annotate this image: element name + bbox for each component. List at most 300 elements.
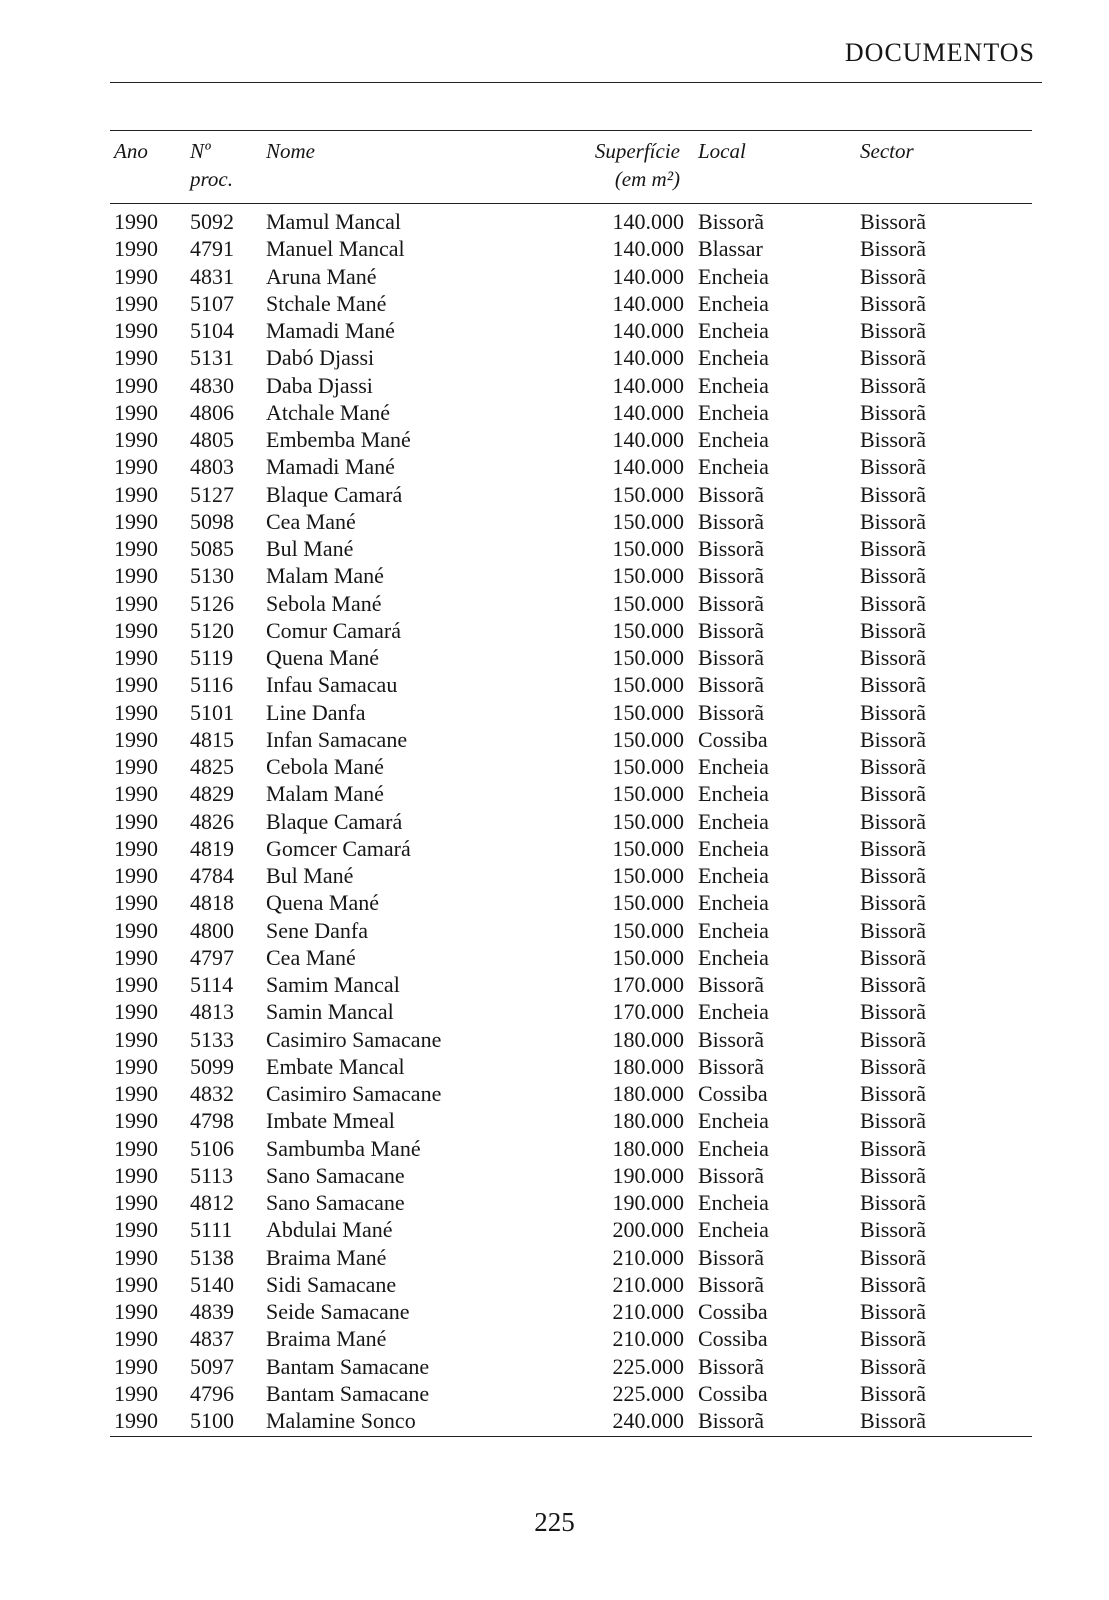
local-cell: Bissorã [698, 645, 764, 670]
local-cell: Encheia [698, 808, 769, 834]
table-row [110, 453, 1032, 480]
local-cell: Cossiba [698, 1326, 768, 1352]
nome-cell: Embate Mancal [266, 1053, 405, 1079]
nome-cell: Atchale Mané [266, 399, 390, 425]
proc-cell: 5140 [190, 1271, 234, 1297]
superficie-cell: 150.000 [612, 808, 684, 834]
nome-cell: Quena Mané [266, 645, 380, 670]
superficie-cell: 180.000 [612, 1108, 684, 1134]
superficie-cell: 190.000 [612, 1162, 684, 1188]
header-proc-line1: Nº [190, 139, 211, 163]
table-row [110, 1271, 1032, 1298]
proc-cell: 4826 [190, 808, 234, 834]
ano-cell: 1990 [114, 890, 158, 916]
nome-cell: Sene Danfa [266, 917, 369, 943]
ano-cell: 1990 [110, 1407, 190, 1437]
local-cell: Bissorã [698, 209, 764, 234]
proc-cell: 5111 [190, 1217, 233, 1243]
proc-cell: 4825 [190, 754, 234, 779]
local-cell: Bissorã [698, 672, 764, 698]
proc-cell: 5085 [190, 536, 234, 561]
sector-cell: Bissorã [860, 672, 926, 698]
table-row [110, 971, 1032, 998]
local-cell: Encheia [698, 917, 769, 943]
sector-cell: Bissorã [860, 1026, 926, 1052]
superficie-cell: 180.000 [612, 1053, 684, 1079]
superficie-cell: 180.000 [612, 1135, 684, 1161]
header-superficie-line1: Superfície [594, 139, 680, 163]
superficie-cell: 190.000 [612, 1190, 684, 1215]
ano-cell: 1990 [114, 726, 158, 752]
nome-cell: Malam Mané [266, 563, 384, 589]
sector-cell: Bissorã [860, 263, 926, 289]
sector-cell: Bissorã [860, 890, 926, 916]
nome-cell: Line Danfa [266, 699, 366, 725]
local-cell: Encheia [698, 1190, 769, 1215]
page-number: 225 [534, 1507, 575, 1537]
sector-cell: Bissorã [860, 399, 926, 425]
nome-cell: Seide Samacane [266, 1299, 410, 1324]
ano-cell: 1990 [114, 345, 158, 371]
proc-cell: 4806 [190, 399, 234, 425]
nome-cell: Samin Mancal [266, 999, 394, 1025]
superficie-cell: 225.000 [612, 1353, 684, 1379]
ano-cell: 1990 [114, 617, 158, 643]
table-row [110, 1353, 1032, 1380]
sector-cell: Bissorã [860, 1299, 926, 1324]
superficie-cell: 140.000 [612, 263, 684, 289]
proc-cell: 5130 [190, 563, 234, 589]
proc-cell: 5120 [190, 617, 234, 643]
superficie-cell: 150.000 [612, 645, 684, 670]
table-row [110, 317, 1032, 344]
proc-cell: 4818 [190, 890, 234, 916]
proc-cell: 4829 [190, 781, 234, 807]
nome-cell: Embemba Mané [266, 427, 411, 452]
sector-cell: Bissorã [860, 726, 926, 752]
superficie-cell: 210.000 [612, 1326, 684, 1352]
nome-cell: Malamine Sonco [266, 1407, 566, 1437]
table-row [110, 1380, 1032, 1407]
ano-cell: 1990 [114, 1271, 158, 1297]
proc-cell: 4819 [190, 835, 234, 861]
local-cell: Bissorã [698, 1271, 764, 1297]
table-row [110, 481, 1032, 508]
table-row [110, 1189, 1032, 1216]
local-cell: Cossiba [698, 1299, 768, 1324]
sector-cell: Bissorã [860, 1190, 926, 1215]
proc-cell: 5133 [190, 1026, 234, 1052]
superficie-cell: 150.000 [612, 508, 684, 534]
sector-cell: Bissorã [860, 917, 926, 943]
table-row [110, 808, 1032, 835]
local-cell: Blassar [698, 236, 763, 262]
table-row [110, 1298, 1032, 1325]
nome-cell: Cea Mané [266, 944, 356, 970]
sector-cell: Bissorã [860, 863, 926, 888]
sector-cell: Bissorã [860, 536, 926, 561]
nome-cell: Sidi Samacane [266, 1271, 397, 1297]
local-cell: Bissorã [698, 1407, 860, 1437]
table-row [110, 204, 1032, 236]
superficie-cell: 210.000 [612, 1271, 684, 1297]
ano-cell: 1990 [114, 427, 158, 452]
superficie-cell: 140.000 [612, 399, 684, 425]
local-cell: Bissorã [698, 972, 764, 997]
table-row [110, 753, 1032, 780]
superficie-cell: 140.000 [612, 345, 684, 371]
superficie-cell: 150.000 [612, 754, 684, 779]
table-row [110, 726, 1032, 753]
nome-cell: Abdulai Mané [266, 1217, 393, 1243]
superficie-cell: 140.000 [612, 427, 684, 452]
ano-cell: 1990 [114, 808, 158, 834]
sector-cell: Bissorã [860, 345, 926, 371]
nome-cell: Bul Mané [266, 536, 354, 561]
sector-cell: Bissorã [860, 1053, 926, 1079]
superficie-cell: 150.000 [612, 699, 684, 725]
ano-cell: 1990 [114, 372, 158, 398]
header-proc-line2: proc. [190, 167, 233, 191]
nome-cell: Comur Camará [266, 617, 402, 643]
proc-cell: 4784 [190, 863, 234, 888]
sector-cell: Bissorã [860, 427, 926, 452]
local-cell: Encheia [698, 372, 769, 398]
table-row [110, 944, 1032, 971]
table-row [110, 862, 1032, 889]
table-row [110, 1135, 1032, 1162]
table-row [110, 917, 1032, 944]
sector-cell: Bissorã [860, 1081, 926, 1106]
local-cell: Encheia [698, 454, 769, 480]
table-row [110, 1162, 1032, 1189]
proc-cell: 4791 [190, 236, 234, 262]
proc-cell: 4837 [190, 1326, 234, 1352]
sector-cell: Bissorã [860, 290, 926, 316]
ano-cell: 1990 [114, 1380, 158, 1406]
ano-cell: 1990 [114, 1162, 158, 1188]
sector-cell: Bissorã [860, 454, 926, 480]
sector-cell: Bissorã [860, 590, 926, 616]
superficie-cell: 150.000 [612, 563, 684, 589]
superficie-cell: 240.000 [566, 1407, 698, 1437]
ano-cell: 1990 [114, 781, 158, 807]
proc-cell: 4797 [190, 944, 234, 970]
nome-cell: Bantam Samacane [266, 1380, 430, 1406]
local-cell: Bissorã [698, 1353, 764, 1379]
superficie-cell: 140.000 [612, 454, 684, 480]
sector-cell: Bissorã [860, 944, 926, 970]
superficie-cell: 140.000 [612, 236, 684, 262]
local-cell: Encheia [698, 427, 769, 452]
table-row [110, 235, 1032, 262]
proc-cell: 4800 [190, 917, 234, 943]
table-row [110, 535, 1032, 562]
ano-cell: 1990 [114, 917, 158, 943]
proc-cell: 5100 [190, 1407, 266, 1437]
proc-cell: 5092 [190, 209, 234, 234]
superficie-cell: 170.000 [612, 999, 684, 1025]
table-row [110, 590, 1032, 617]
nome-cell: Malam Mané [266, 781, 384, 807]
header-superficie [566, 131, 698, 204]
table-row [110, 889, 1032, 916]
proc-cell: 5097 [190, 1353, 234, 1379]
table-row [110, 372, 1032, 399]
superficie-cell: 150.000 [612, 917, 684, 943]
local-cell: Encheia [698, 999, 769, 1025]
local-cell: Encheia [698, 1135, 769, 1161]
ano-cell: 1990 [114, 863, 158, 888]
sector-cell: Bissorã [860, 699, 926, 725]
sector-cell: Bissorã [860, 1135, 926, 1161]
nome-cell: Braima Mané [266, 1326, 387, 1352]
superficie-cell: 180.000 [612, 1026, 684, 1052]
nome-cell: Dabó Djassi [266, 345, 375, 371]
proc-cell: 5101 [190, 699, 234, 725]
superficie-cell: 150.000 [612, 944, 684, 970]
ano-cell: 1990 [114, 508, 158, 534]
ano-cell: 1990 [114, 754, 158, 779]
proc-cell: 5119 [190, 645, 234, 670]
local-cell: Bissorã [698, 617, 764, 643]
table-row [110, 399, 1032, 426]
proc-cell: 4839 [190, 1299, 234, 1324]
local-cell: Encheia [698, 290, 769, 316]
local-cell: Encheia [698, 754, 769, 779]
sector-cell: Bissorã [860, 1217, 926, 1243]
ano-cell: 1990 [114, 399, 158, 425]
proc-cell: 4796 [190, 1380, 234, 1406]
nome-cell: Quena Mané [266, 890, 380, 916]
superficie-cell: 225.000 [612, 1380, 684, 1406]
nome-cell: Braima Mané [266, 1244, 387, 1270]
proc-cell: 4805 [190, 427, 234, 452]
superficie-cell: 140.000 [612, 209, 684, 234]
ano-cell: 1990 [114, 1026, 158, 1052]
nome-cell: Mamul Mancal [266, 209, 402, 234]
local-cell: Encheia [698, 318, 769, 343]
proc-cell: 5138 [190, 1244, 234, 1270]
header-local: Local [698, 131, 860, 204]
superficie-cell: 150.000 [612, 835, 684, 861]
nome-cell: Mamadi Mané [266, 454, 395, 480]
header-nome: Nome [266, 131, 566, 204]
nome-cell: Mamadi Mané [266, 318, 395, 343]
ano-cell: 1990 [114, 1081, 158, 1106]
header-proc [190, 131, 266, 204]
ano-cell: 1990 [114, 1299, 158, 1324]
table-row [110, 1080, 1032, 1107]
sector-cell: Bissorã [860, 835, 926, 861]
sector-cell: Bissorã [860, 1353, 926, 1379]
header-superficie-line2: (em m²) [614, 167, 680, 191]
superficie-cell: 150.000 [612, 863, 684, 888]
nome-cell: Gomcer Camará [266, 835, 411, 861]
proc-cell: 4813 [190, 999, 234, 1025]
table-row [110, 1216, 1032, 1243]
proc-cell: 5131 [190, 345, 234, 371]
local-cell: Bissorã [698, 481, 764, 507]
nome-cell: Stchale Mané [266, 290, 387, 316]
header-row [110, 131, 1032, 204]
land-records-table [110, 130, 1032, 1437]
table-row [110, 780, 1032, 807]
proc-cell: 5107 [190, 290, 234, 316]
local-cell: Encheia [698, 1217, 769, 1243]
sector-cell: Bissorã [860, 645, 926, 670]
proc-cell: 4803 [190, 454, 234, 480]
header-rule [110, 82, 1042, 83]
superficie-cell: 170.000 [612, 972, 684, 997]
sector-cell: Bissorã [860, 1380, 926, 1406]
proc-cell: 5099 [190, 1053, 234, 1079]
ano-cell: 1990 [114, 318, 158, 343]
proc-cell: 5104 [190, 318, 234, 343]
proc-cell: 4830 [190, 372, 234, 398]
superficie-cell: 210.000 [612, 1299, 684, 1324]
ano-cell: 1990 [114, 1108, 158, 1134]
proc-cell: 4798 [190, 1108, 234, 1134]
local-cell: Encheia [698, 835, 769, 861]
table-row [110, 617, 1032, 644]
sector-cell: Bissorã [860, 999, 926, 1025]
local-cell: Bissorã [698, 1244, 764, 1270]
table-row [110, 644, 1032, 671]
superficie-cell: 140.000 [612, 372, 684, 398]
ano-cell: 1990 [114, 699, 158, 725]
table-row [110, 835, 1032, 862]
ano-cell: 1990 [114, 1244, 158, 1270]
superficie-cell: 150.000 [612, 890, 684, 916]
sector-cell: Bissorã [860, 236, 926, 262]
sector-cell: Bissorã [860, 508, 926, 534]
superficie-cell: 150.000 [612, 781, 684, 807]
proc-cell: 5113 [190, 1162, 234, 1188]
nome-cell: Bantam Samacane [266, 1353, 430, 1379]
ano-cell: 1990 [114, 944, 158, 970]
header-ano: Ano [110, 131, 190, 204]
ano-cell: 1990 [114, 536, 158, 561]
table-row [110, 671, 1032, 698]
local-cell: Encheia [698, 263, 769, 289]
nome-cell: Manuel Mancal [266, 236, 405, 262]
nome-cell: Samim Mancal [266, 972, 400, 997]
ano-cell: 1990 [114, 1053, 158, 1079]
ano-cell: 1990 [114, 263, 158, 289]
nome-cell: Daba Djassi [266, 372, 373, 398]
nome-cell: Casimiro Samacane [266, 1081, 442, 1106]
local-cell: Encheia [698, 399, 769, 425]
table-row [110, 508, 1032, 535]
table-row [110, 426, 1032, 453]
nome-cell: Casimiro Samacane [266, 1026, 442, 1052]
sector-cell: Bissorã [860, 209, 926, 234]
superficie-cell: 210.000 [612, 1244, 684, 1270]
local-cell: Cossiba [698, 1081, 768, 1106]
ano-cell: 1990 [114, 645, 158, 670]
superficie-cell: 150.000 [612, 481, 684, 507]
table-body [110, 204, 1032, 1437]
nome-cell: Sambumba Mané [266, 1135, 421, 1161]
sector-cell: Bissorã [860, 617, 926, 643]
nome-cell: Cea Mané [266, 508, 356, 534]
local-cell: Bissorã [698, 1053, 764, 1079]
local-cell: Bissorã [698, 590, 764, 616]
superficie-cell: 180.000 [612, 1081, 684, 1106]
proc-cell: 4812 [190, 1190, 234, 1215]
local-cell: Encheia [698, 863, 769, 888]
table-row [110, 1026, 1032, 1053]
proc-cell: 5116 [190, 672, 234, 698]
sector-cell: Bissorã [860, 563, 926, 589]
sector-cell: Bissorã [860, 372, 926, 398]
ano-cell: 1990 [114, 999, 158, 1025]
superficie-cell: 150.000 [612, 617, 684, 643]
ano-cell: 1990 [114, 835, 158, 861]
ano-cell: 1990 [114, 590, 158, 616]
local-cell: Bissorã [698, 699, 764, 725]
table-row [110, 1325, 1032, 1352]
superficie-cell: 200.000 [612, 1217, 684, 1243]
ano-cell: 1990 [114, 1217, 158, 1243]
proc-cell: 5126 [190, 590, 234, 616]
superficie-cell: 140.000 [612, 318, 684, 343]
local-cell: Bissorã [698, 508, 764, 534]
table-row [110, 1244, 1032, 1271]
proc-cell: 4815 [190, 726, 234, 752]
nome-cell: Blaque Camará [266, 808, 403, 834]
ano-cell: 1990 [114, 236, 158, 262]
proc-cell: 5098 [190, 508, 234, 534]
proc-cell: 4831 [190, 263, 234, 289]
ano-cell: 1990 [114, 481, 158, 507]
superficie-cell: 150.000 [612, 536, 684, 561]
local-cell: Bissorã [698, 1162, 764, 1188]
ano-cell: 1990 [114, 209, 158, 234]
ano-cell: 1990 [114, 454, 158, 480]
running-head: DOCUMENTOS [844, 38, 1035, 67]
nome-cell: Sano Samacane [266, 1190, 405, 1215]
ano-cell: 1990 [114, 672, 158, 698]
local-cell: Encheia [698, 781, 769, 807]
sector-cell: Bissorã [860, 1162, 926, 1188]
sector-cell: Bissorã [860, 1407, 1032, 1437]
ano-cell: 1990 [114, 972, 158, 997]
nome-cell: Sano Samacane [266, 1162, 405, 1188]
table-header [110, 131, 1032, 204]
nome-cell: Imbate Mmeal [266, 1108, 395, 1134]
superficie-cell: 150.000 [612, 672, 684, 698]
table-row [110, 1407, 1032, 1437]
local-cell: Encheia [698, 944, 769, 970]
local-cell: Bissorã [698, 1026, 764, 1052]
nome-cell: Blaque Camará [266, 481, 403, 507]
nome-cell: Aruna Mané [266, 263, 377, 289]
superficie-cell: 150.000 [612, 726, 684, 752]
local-cell: Encheia [698, 345, 769, 371]
table-row [110, 562, 1032, 589]
local-cell: Bissorã [698, 563, 764, 589]
sector-cell: Bissorã [860, 1244, 926, 1270]
ano-cell: 1990 [114, 1353, 158, 1379]
local-cell: Cossiba [698, 726, 768, 752]
ano-cell: 1990 [114, 1190, 158, 1215]
proc-cell: 4832 [190, 1081, 234, 1106]
ano-cell: 1990 [114, 1135, 158, 1161]
table-row [110, 1053, 1032, 1080]
sector-cell: Bissorã [860, 1108, 926, 1134]
